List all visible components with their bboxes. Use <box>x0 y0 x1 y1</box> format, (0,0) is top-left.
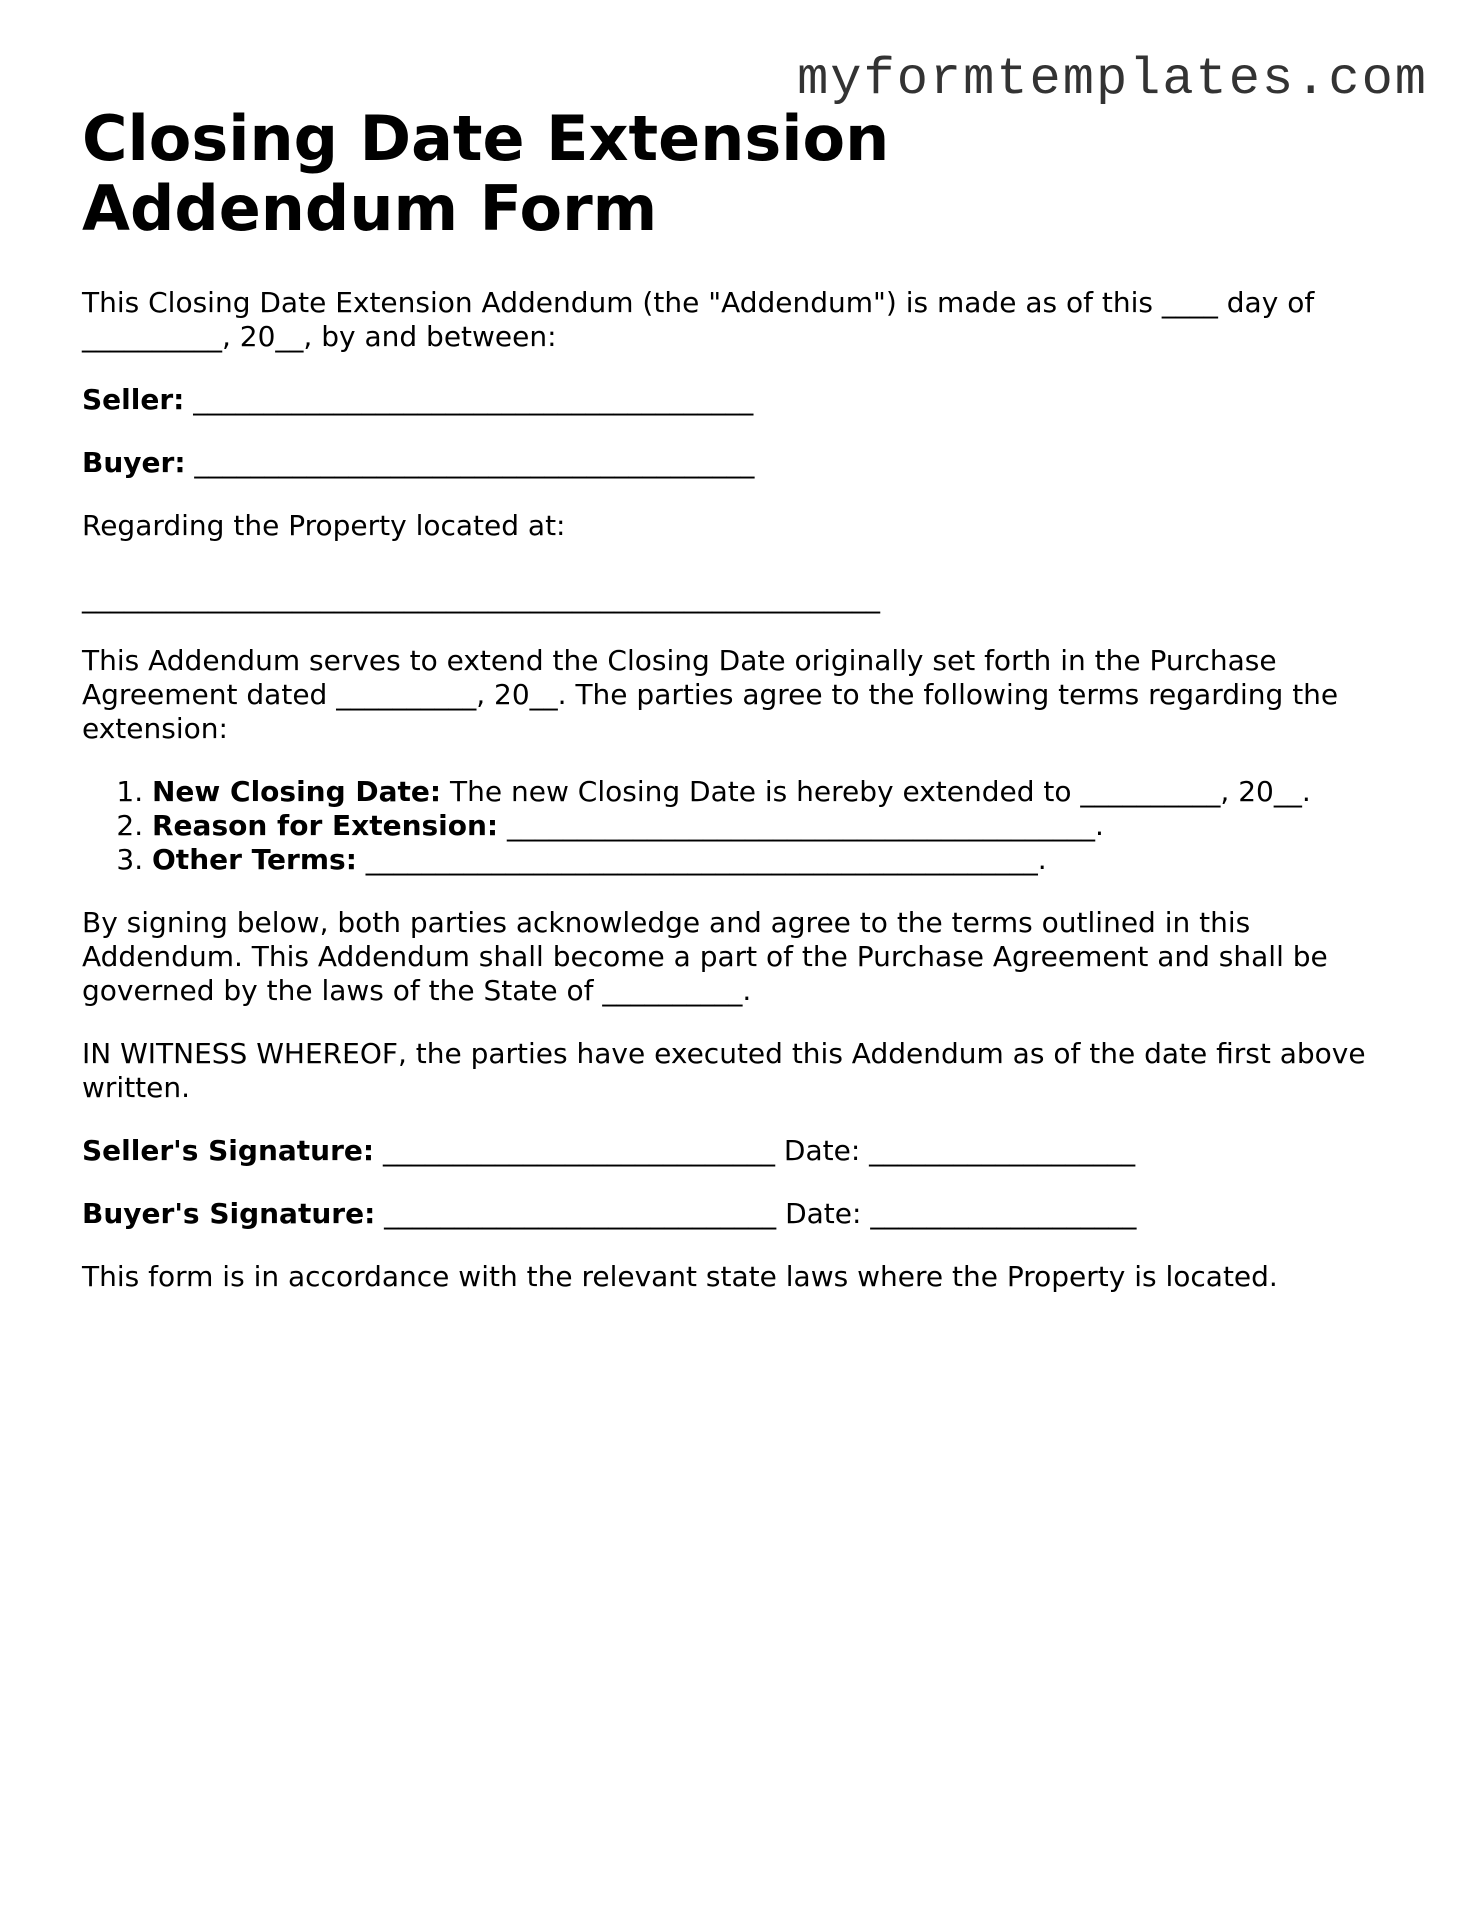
term-text[interactable]: __________________________________________. <box>498 809 1104 842</box>
document-page <box>82 104 1412 1323</box>
footer-note: This form is in accordance with the relevant state laws where the Property is located. <box>82 1260 1278 1293</box>
term-label: Reason for Extension: <box>152 809 499 842</box>
seller-signature-label: Seller's Signature: <box>82 1134 375 1167</box>
term-label: Other Terms: <box>152 843 357 876</box>
term-text[interactable]: ________________________________________________. <box>356 843 1047 876</box>
seller-signature-blank[interactable]: ____________________________ Date: ___________________ <box>374 1134 1136 1167</box>
buyer-signature-blank[interactable]: ____________________________ Date: ___________________ <box>375 1197 1137 1230</box>
term-label: New Closing Date: <box>152 775 442 808</box>
seller-label: Seller: <box>82 383 185 416</box>
witness-paragraph: IN WITNESS WHEREOF, the parties have executed this Addendum as of the date first above written. <box>82 1037 1366 1104</box>
property-label: Regarding the Property located at: <box>82 509 566 542</box>
intro-paragraph: This Closing Date Extension Addendum (the "Addendum") is made as of this ____ day of __________, 20__, by and between: <box>82 286 1315 353</box>
term-item-new-closing-date <box>152 775 1412 809</box>
term-item-reason <box>152 809 1412 843</box>
seller-blank[interactable]: ________________________________________ <box>184 383 754 416</box>
buyer-line <box>82 446 1412 480</box>
buyer-signature-label: Buyer's Signature: <box>82 1197 376 1230</box>
seller-signature-line <box>82 1134 1412 1168</box>
buyer-blank[interactable]: ________________________________________ <box>185 446 755 479</box>
acknowledgement-paragraph: By signing below, both parties acknowledge and agree to the terms outlined in this Addendum. This Addendum shall become a part of the Purchase Agreement and shall be governed by the laws of the State of __________. <box>82 906 1328 1007</box>
buyer-signature-line <box>82 1197 1412 1231</box>
buyer-label: Buyer: <box>82 446 186 479</box>
page-title: Closing Date Extension Addendum Form <box>82 102 890 245</box>
term-item-other <box>152 843 1412 877</box>
extension-paragraph: This Addendum serves to extend the Closing Date originally set forth in the Purchase Agreement dated __________, 20__. The parties agree to the following terms regarding the extension: <box>82 644 1339 745</box>
seller-line <box>82 383 1412 417</box>
terms-list <box>82 775 1412 877</box>
property-address-blank[interactable]: _________________________________________________________ <box>82 581 880 614</box>
watermark-text: myformtemplates.com <box>797 50 1428 109</box>
term-text[interactable]: The new Closing Date is hereby extended to __________, 20__. <box>441 775 1311 808</box>
